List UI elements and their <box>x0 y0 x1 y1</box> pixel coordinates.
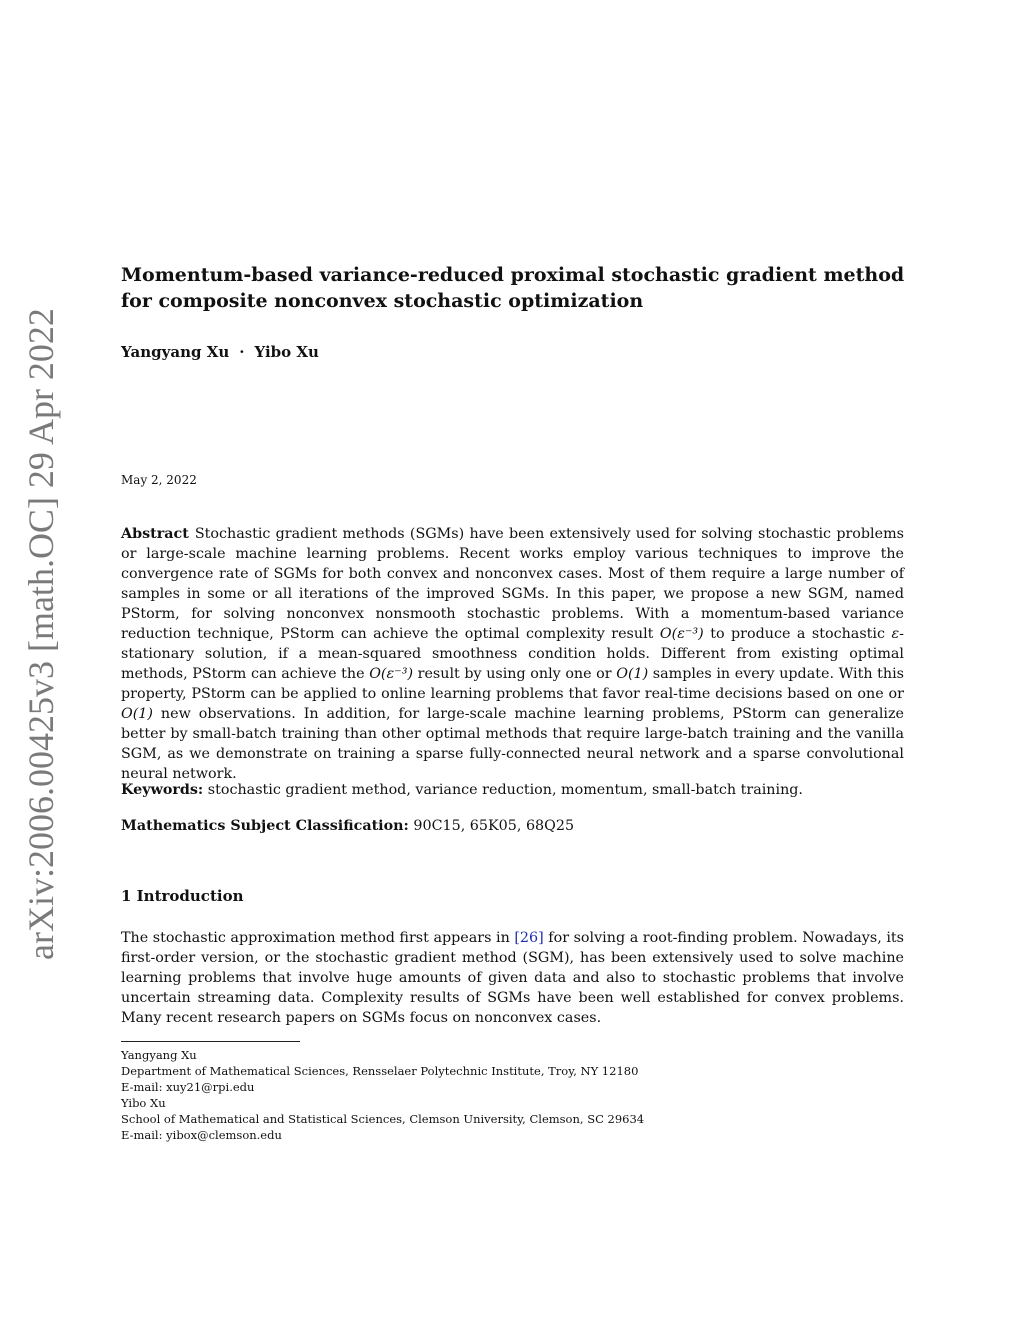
abstract-text: to produce a stochastic <box>703 626 892 642</box>
affiliation-line: Yibo Xu <box>121 1096 166 1110</box>
abstract-label: Abstract <box>121 526 189 542</box>
affiliation-line: E-mail: xuy21@rpi.edu <box>121 1080 255 1094</box>
subject-classification <box>121 816 904 836</box>
intro-text: The stochastic approximation method first appears in <box>121 930 515 946</box>
affiliation-line: Yangyang Xu <box>121 1048 197 1062</box>
author-name: Yangyang Xu <box>121 343 230 361</box>
keywords <box>121 780 904 800</box>
abstract-text: Stochastic gradient methods (SGMs) have been extensively used for solving stochastic problems or large-scale machine learning problems. Recent works employ various techniques to improve the convergence rate of SGMs for both convex and nonconvex cases. Most of them require a large number of samples in some or all iterations of the improved SGMs. In this paper, we propose a new SGM, named PStorm, for solving nonconvex nonsmooth stochastic problems. With a momentum-based variance reduction technique, PStorm can achieve the optimal complexity result <box>121 526 904 642</box>
abstract-text: -stationary solution, if a mean-squared smoothness condition holds. Different from existing optimal methods, PStorm can achieve the <box>121 626 904 682</box>
paper-date: May 2, 2022 <box>121 473 197 487</box>
affiliation-line: E-mail: yibox@clemson.edu <box>121 1128 282 1142</box>
math-expression: O(ε⁻³) <box>369 666 414 682</box>
keywords-label: Keywords: <box>121 782 204 798</box>
msc-codes: 90C15, 65K05, 68Q25 <box>413 818 575 834</box>
abstract-text: result by using only one or <box>413 666 617 682</box>
section-heading-introduction: 1 Introduction <box>121 887 244 905</box>
author-separator: · <box>239 343 245 361</box>
footnote-divider <box>121 1041 300 1042</box>
citation-link[interactable]: [26] <box>514 930 544 946</box>
introduction-paragraph <box>121 928 904 1028</box>
msc-label: Mathematics Subject Classification: <box>121 818 409 834</box>
math-expression: O(ε⁻³) <box>659 626 704 642</box>
abstract-text: samples in every update. With this property, PStorm can be applied to online learning problems that favor real-time decisions based on one or <box>121 666 904 702</box>
intro-text: for solving a root-finding problem. Nowadays, its first-order version, or the stochastic gradient method (SGM), has been extensively used to solve machine learning problems that involve huge amounts of given data and also to stochastic problems that involve uncertain streaming data. Complexity results of SGMs have been well established for convex problems. Many recent research papers on SGMs focus on nonconvex cases. <box>121 930 904 1026</box>
abstract <box>121 524 904 784</box>
math-expression: O(1) <box>616 666 649 682</box>
paper-title: Momentum-based variance-reduced proximal stochastic gradient method for composite nonconvex stochastic optimization <box>121 264 905 312</box>
affiliation-line: Department of Mathematical Sciences, Rensselaer Polytechnic Institute, Troy, NY 12180 <box>121 1064 639 1078</box>
abstract-text: new observations. In addition, for large-scale machine learning problems, PStorm can generalize better by small-batch training than other optimal methods that require large-batch training and the vanilla SGM, as we demonstrate on training a sparse fully-connected neural network and a sparse convolutional neural network. <box>121 706 904 782</box>
author-list <box>121 342 319 362</box>
author-affiliations <box>121 1047 644 1143</box>
keywords-text: stochastic gradient method, variance reduction, momentum, small-batch training. <box>207 782 803 798</box>
affiliation-line: School of Mathematical and Statistical Sciences, Clemson University, Clemson, SC 29634 <box>121 1112 645 1126</box>
math-expression: O(1) <box>121 706 153 722</box>
arxiv-identifier: arXiv:2006.00425v3 [math.OC] 29 Apr 2022 <box>21 308 61 960</box>
math-expression: ε <box>891 626 900 642</box>
author-name: Yibo Xu <box>254 343 319 361</box>
